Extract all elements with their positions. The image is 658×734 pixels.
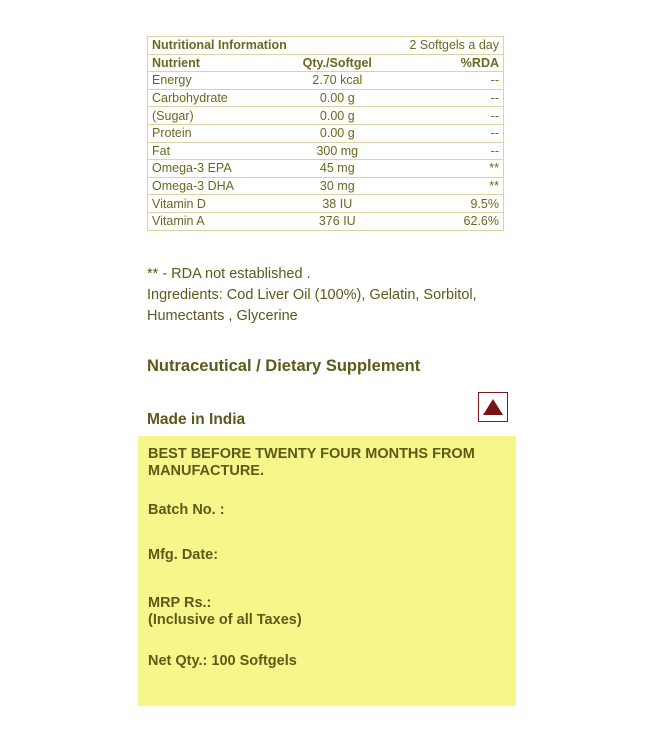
table-row: [148, 195, 504, 213]
table-row: [148, 160, 504, 178]
nutrient-name: Carbohydrate: [148, 89, 275, 107]
table-row: [148, 212, 504, 230]
nutrient-rda: --: [400, 142, 503, 160]
nutrient-qty: 0.00 g: [274, 124, 400, 142]
best-before-line-1: BEST BEFORE TWENTY FOUR MONTHS FROM: [148, 446, 475, 462]
header-nutrient: Nutrient: [148, 54, 275, 72]
table-row: [148, 177, 504, 195]
nutrient-rda: 9.5%: [400, 195, 503, 213]
mrp-label: MRP Rs.:: [148, 595, 212, 611]
header-rda: %RDA: [400, 54, 503, 72]
nutrient-rda: **: [400, 160, 503, 178]
table-row: [148, 72, 504, 90]
nutrient-rda: **: [400, 177, 503, 195]
nutrient-name: Energy: [148, 72, 275, 90]
table-title-row: [148, 37, 504, 55]
rda-note: ** - RDA not established .: [147, 266, 311, 282]
nutrient-rda: --: [400, 107, 503, 125]
nutrient-qty: 38 IU: [274, 195, 400, 213]
nutrient-qty: 45 mg: [274, 160, 400, 178]
nutrient-qty: 0.00 g: [274, 89, 400, 107]
notes-section: [147, 264, 527, 327]
nutrient-name: (Sugar): [148, 107, 275, 125]
table-row: [148, 89, 504, 107]
mfg-date-label: Mfg. Date:: [148, 547, 219, 563]
batch-label-box: [138, 436, 516, 706]
nutrient-name: Omega-3 DHA: [148, 177, 275, 195]
net-quantity: Net Qty.: 100 Softgels: [148, 653, 297, 669]
table-row: [148, 107, 504, 125]
nutrient-rda: 62.6%: [400, 212, 503, 230]
serving-note: 2 Softgels a day: [400, 37, 503, 55]
nutrient-rda: --: [400, 124, 503, 142]
nutrient-qty: 0.00 g: [274, 107, 400, 125]
nutrient-qty: 2.70 kcal: [274, 72, 400, 90]
table-title: Nutritional Information: [148, 37, 401, 55]
nutrient-rda: --: [400, 89, 503, 107]
nutrient-name: Vitamin A: [148, 212, 275, 230]
header-qty: Qty./Softgel: [274, 54, 400, 72]
table-row: [148, 142, 504, 160]
nutrition-table: [147, 36, 504, 231]
nutrient-qty: 30 mg: [274, 177, 400, 195]
nutrient-name: Protein: [148, 124, 275, 142]
nutrient-name: Omega-3 EPA: [148, 160, 275, 178]
nutrient-qty: 300 mg: [274, 142, 400, 160]
ingredients-line-2: Humectants , Glycerine: [147, 308, 298, 324]
nutrient-qty: 376 IU: [274, 212, 400, 230]
nutrient-name: Fat: [148, 142, 275, 160]
best-before-line-2: MANUFACTURE.: [148, 463, 264, 479]
product-category: Nutraceutical / Dietary Supplement: [147, 357, 421, 375]
triangle-icon: [483, 399, 503, 415]
country-of-origin: Made in India: [147, 411, 246, 428]
nutrient-rda: --: [400, 72, 503, 90]
table-header-row: [148, 54, 504, 72]
table-row: [148, 124, 504, 142]
nutrient-name: Vitamin D: [148, 195, 275, 213]
mrp-tax-note: (Inclusive of all Taxes): [148, 612, 302, 628]
red-triangle-symbol-icon: [478, 392, 508, 422]
ingredients-line-1: Ingredients: Cod Liver Oil (100%), Gelatin, Sorbitol,: [147, 287, 477, 303]
batch-number-label: Batch No. :: [148, 502, 225, 518]
